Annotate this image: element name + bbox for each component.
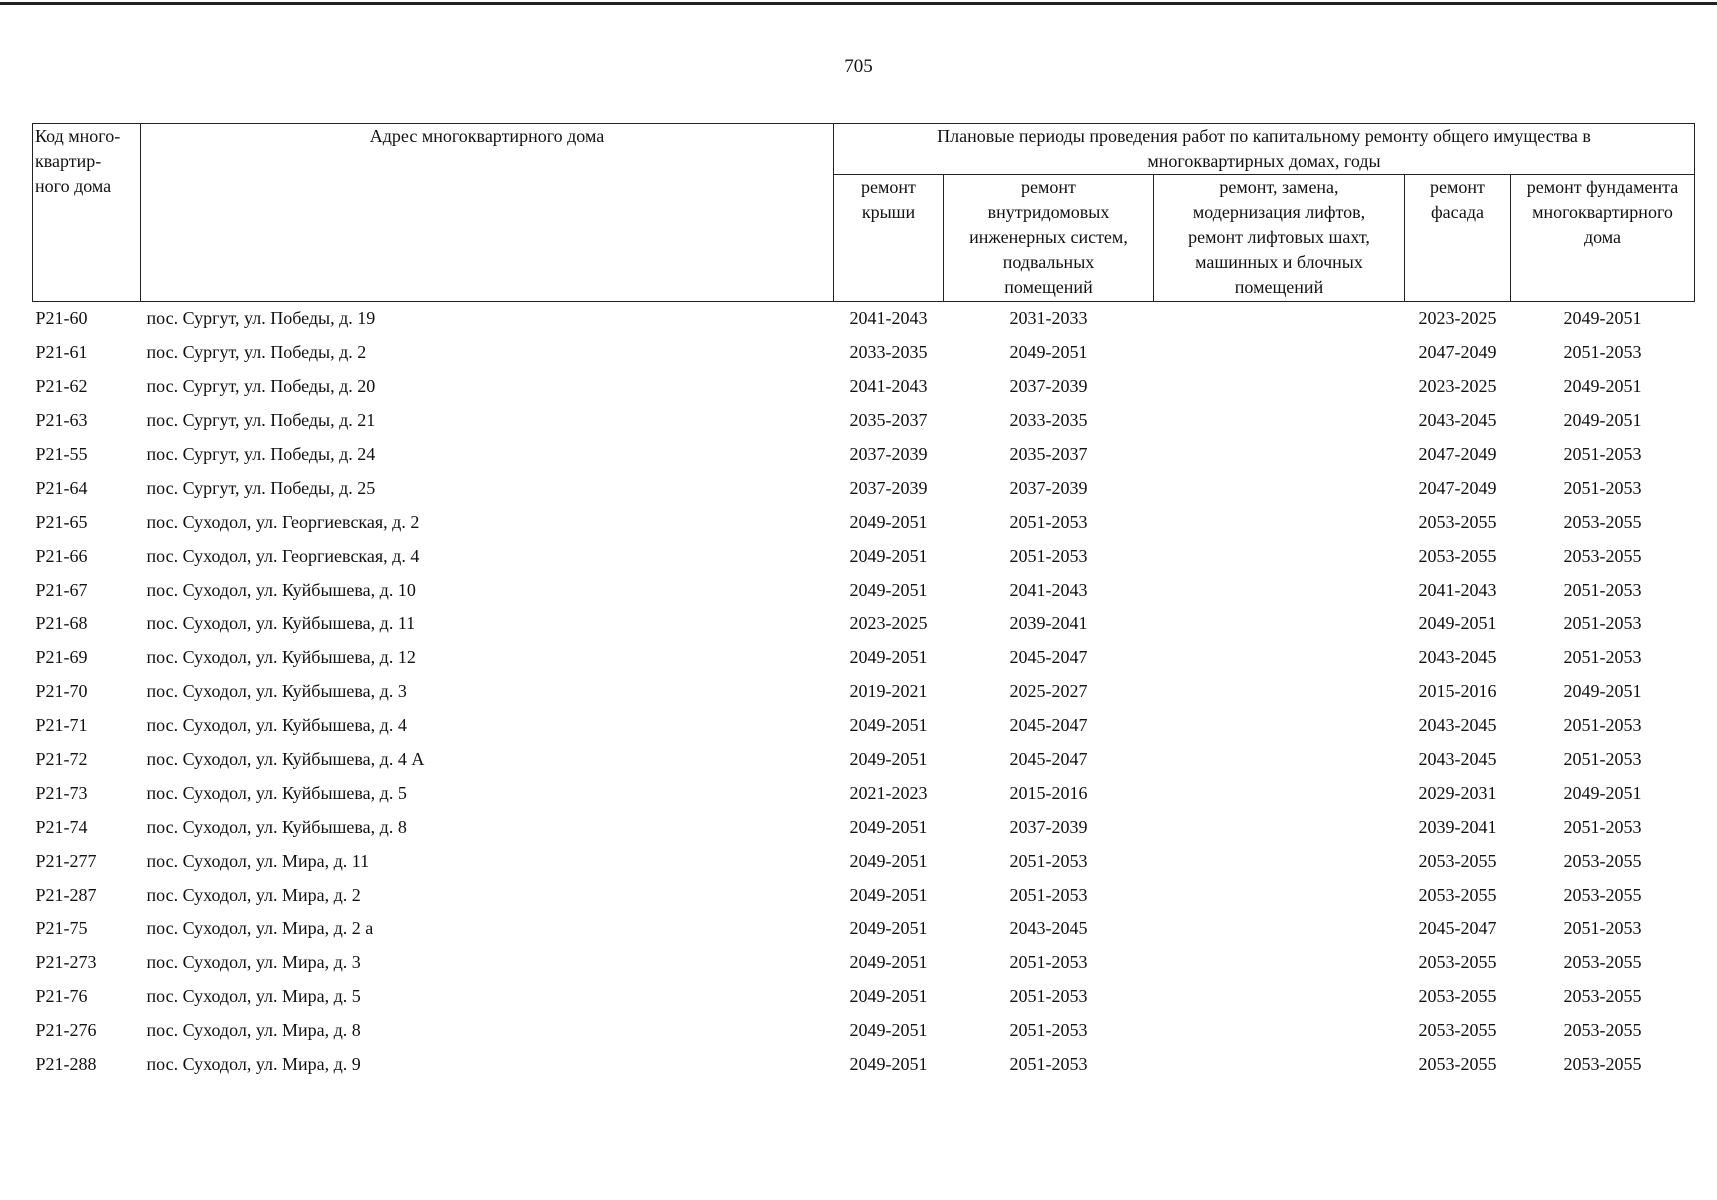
- cell-address: пос. Сургут, ул. Победы, д. 24: [146, 444, 376, 464]
- cell-engineering: 2015-2016: [1009, 782, 1088, 803]
- cell-code: Р21-60: [35, 308, 88, 329]
- cell-code: Р21-68: [35, 613, 88, 634]
- cell-engineering: 2037-2039: [1009, 376, 1088, 397]
- cell-facade: 2043-2045: [1418, 749, 1497, 770]
- cell-lifts: [1154, 336, 1405, 370]
- cell-facade: 2023-2025: [1418, 308, 1497, 329]
- cell-facade: 2053-2055: [1418, 986, 1497, 1007]
- cell-foundation: 2053-2055: [1563, 511, 1642, 532]
- header-engineering-line: ремонт: [1021, 177, 1076, 197]
- header-engineering-line: внутридомовых: [987, 202, 1110, 222]
- table-row: [33, 675, 1695, 709]
- table-row: [33, 844, 1695, 878]
- header-lifts-line: ремонт лифтовых шахт,: [1188, 227, 1370, 247]
- header-roof: [834, 175, 944, 302]
- cell-foundation: 2051-2053: [1563, 715, 1642, 736]
- header-lifts-line: модернизация лифтов,: [1192, 202, 1366, 222]
- table-row: [33, 641, 1695, 675]
- cell-lifts: [1154, 438, 1405, 472]
- table-row: [33, 607, 1695, 641]
- header-row-top: [33, 124, 1695, 175]
- cell-code: Р21-72: [35, 749, 88, 770]
- cell-lifts: [1154, 573, 1405, 607]
- cell-address: пос. Суходол, ул. Мира, д. 9: [146, 1054, 361, 1075]
- cell-roof: 2049-2051: [849, 1054, 928, 1075]
- table-row: [33, 438, 1695, 472]
- header-foundation: [1511, 175, 1695, 302]
- cell-code: Р21-273: [35, 952, 97, 973]
- cell-roof: 2035-2037: [849, 410, 928, 431]
- header-foundation-line: дома: [1583, 227, 1622, 247]
- table-row: [33, 980, 1695, 1014]
- cell-address: пос. Суходол, ул. Куйбышева, д. 4: [146, 715, 407, 736]
- table-header: [33, 124, 1695, 302]
- table-row: [33, 743, 1695, 777]
- cell-engineering: 2035-2037: [1009, 444, 1088, 464]
- cell-roof: 2037-2039: [849, 444, 928, 464]
- capital-repair-table: [32, 123, 1695, 1081]
- cell-facade: 2053-2055: [1418, 850, 1497, 871]
- header-facade: [1405, 175, 1511, 302]
- cell-engineering: 2051-2053: [1009, 884, 1088, 905]
- cell-lifts: [1154, 912, 1405, 946]
- cell-address: пос. Суходол, ул. Мира, д. 3: [146, 952, 361, 973]
- cell-engineering: 2041-2043: [1009, 579, 1088, 600]
- cell-foundation: 2053-2055: [1563, 952, 1642, 973]
- cell-lifts: [1154, 370, 1405, 404]
- cell-foundation: 2051-2053: [1563, 444, 1642, 464]
- cell-code: Р21-66: [35, 545, 88, 566]
- header-engineering-line: помещений: [1004, 277, 1093, 297]
- cell-facade: 2053-2055: [1418, 511, 1497, 532]
- table-row: [33, 302, 1695, 336]
- cell-engineering: 2051-2053: [1009, 545, 1088, 566]
- cell-engineering: 2051-2053: [1009, 850, 1088, 871]
- cell-address: пос. Суходол, ул. Куйбышева, д. 10: [146, 579, 416, 600]
- cell-roof: 2037-2039: [849, 477, 928, 498]
- cell-address: пос. Суходол, ул. Куйбышева, д. 12: [146, 647, 416, 668]
- cell-address: пос. Сургут, ул. Победы, д. 21: [146, 410, 376, 431]
- header-group-line: многоквартирных домах, годы: [1147, 151, 1381, 171]
- cell-foundation: 2051-2053: [1563, 749, 1642, 770]
- header-group-line: Плановые периоды проведения работ по капитальному ремонту общего имущества в: [937, 126, 1591, 146]
- cell-foundation: 2051-2053: [1563, 477, 1642, 498]
- cell-facade: 2053-2055: [1418, 884, 1497, 905]
- cell-foundation: 2053-2055: [1563, 1054, 1642, 1075]
- cell-roof: 2049-2051: [849, 850, 928, 871]
- header-roof-line: ремонт: [861, 177, 916, 197]
- cell-engineering: 2045-2047: [1009, 749, 1088, 770]
- cell-facade: 2023-2025: [1418, 376, 1497, 397]
- table-row: [33, 1048, 1695, 1082]
- cell-engineering: 2045-2047: [1009, 715, 1088, 736]
- cell-code: Р21-73: [35, 782, 88, 803]
- cell-code: Р21-74: [35, 816, 88, 837]
- cell-address: пос. Суходол, ул. Куйбышева, д. 8: [146, 816, 407, 837]
- cell-address: пос. Суходол, ул. Георгиевская, д. 2: [146, 511, 420, 532]
- cell-code: Р21-63: [35, 410, 88, 431]
- cell-roof: 2041-2043: [849, 376, 928, 397]
- header-foundation-line: многоквартирного: [1532, 202, 1673, 222]
- cell-roof: 2049-2051: [849, 1020, 928, 1041]
- header-code-line: ного дома: [35, 176, 112, 196]
- table-row: [33, 336, 1695, 370]
- cell-code: Р21-61: [35, 342, 88, 363]
- table-row: [33, 370, 1695, 404]
- header-code-line: Код много-: [35, 126, 121, 146]
- cell-address: пос. Суходол, ул. Куйбышева, д. 5: [146, 782, 407, 803]
- cell-lifts: [1154, 675, 1405, 709]
- table-row: [33, 912, 1695, 946]
- cell-code: Р21-71: [35, 715, 88, 736]
- cell-lifts: [1154, 404, 1405, 438]
- cell-engineering: 2039-2041: [1009, 613, 1088, 634]
- cell-lifts: [1154, 471, 1405, 505]
- cell-lifts: [1154, 1014, 1405, 1048]
- cell-facade: 2047-2049: [1418, 342, 1497, 363]
- cell-facade: 2047-2049: [1418, 477, 1497, 498]
- cell-roof: 2019-2021: [849, 681, 928, 702]
- header-code-line: квартир-: [35, 151, 102, 171]
- cell-facade: 2053-2055: [1418, 1020, 1497, 1041]
- table-row: [33, 709, 1695, 743]
- cell-facade: 2043-2045: [1418, 647, 1497, 668]
- cell-code: Р21-287: [35, 884, 97, 905]
- header-lifts-line: помещений: [1234, 277, 1324, 297]
- cell-address: пос. Суходол, ул. Мира, д. 2 а: [146, 918, 374, 939]
- header-planned-periods: [834, 124, 1695, 175]
- cell-roof: 2049-2051: [849, 884, 928, 905]
- cell-facade: 2053-2055: [1418, 952, 1497, 973]
- cell-facade: 2045-2047: [1418, 918, 1497, 939]
- cell-address: пос. Суходол, ул. Куйбышева, д. 3: [146, 681, 407, 702]
- table-row: [33, 539, 1695, 573]
- cell-facade: 2049-2051: [1418, 613, 1497, 634]
- cell-address: пос. Суходол, ул. Мира, д. 11: [146, 850, 370, 871]
- cell-address: пос. Сургут, ул. Победы, д. 25: [146, 477, 376, 498]
- table-row: [33, 810, 1695, 844]
- cell-lifts: [1154, 844, 1405, 878]
- page-number: 705: [844, 56, 873, 77]
- header-facade-line: фасада: [1431, 202, 1484, 222]
- cell-code: Р21-65: [35, 511, 88, 532]
- cell-engineering: 2051-2053: [1009, 952, 1088, 973]
- cell-lifts: [1154, 810, 1405, 844]
- cell-roof: 2033-2035: [849, 342, 928, 363]
- cell-lifts: [1154, 539, 1405, 573]
- cell-foundation: 2053-2055: [1563, 884, 1642, 905]
- header-facade-line: ремонт: [1430, 177, 1485, 197]
- cell-lifts: [1154, 607, 1405, 641]
- table-row: [33, 946, 1695, 980]
- table-row: [33, 776, 1695, 810]
- table-row: [33, 878, 1695, 912]
- cell-foundation: 2053-2055: [1563, 545, 1642, 566]
- cell-facade: 2053-2055: [1418, 1054, 1497, 1075]
- cell-lifts: [1154, 302, 1405, 336]
- cell-engineering: 2049-2051: [1009, 342, 1088, 363]
- cell-lifts: [1154, 641, 1405, 675]
- cell-foundation: 2049-2051: [1563, 681, 1642, 702]
- table-row: [33, 505, 1695, 539]
- header-roof-line: крыши: [861, 202, 916, 222]
- cell-roof: 2049-2051: [849, 749, 928, 770]
- table-row: [33, 471, 1695, 505]
- cell-facade: 2043-2045: [1418, 410, 1497, 431]
- cell-facade: 2039-2041: [1418, 816, 1497, 837]
- cell-code: Р21-69: [35, 647, 88, 668]
- cell-address: пос. Сургут, ул. Победы, д. 20: [146, 376, 376, 397]
- cell-foundation: 2051-2053: [1563, 342, 1642, 363]
- cell-lifts: [1154, 878, 1405, 912]
- cell-engineering: 2051-2053: [1009, 986, 1088, 1007]
- cell-foundation: 2049-2051: [1563, 308, 1642, 329]
- header-engineering-line: инженерных систем,: [969, 227, 1128, 247]
- cell-code: Р21-62: [35, 376, 88, 397]
- cell-lifts: [1154, 1048, 1405, 1082]
- cell-roof: 2041-2043: [849, 308, 928, 329]
- cell-lifts: [1154, 743, 1405, 777]
- cell-roof: 2049-2051: [849, 986, 928, 1007]
- cell-code: Р21-67: [35, 579, 88, 600]
- cell-facade: 2029-2031: [1418, 782, 1497, 803]
- cell-facade: 2047-2049: [1418, 444, 1497, 464]
- cell-address: пос. Суходол, ул. Куйбышева, д. 4 А: [146, 749, 425, 770]
- cell-address: пос. Суходол, ул. Георгиевская, д. 4: [146, 545, 420, 566]
- cell-lifts: [1154, 776, 1405, 810]
- cell-address: пос. Сургут, ул. Победы, д. 19: [146, 308, 376, 329]
- cell-roof: 2023-2025: [849, 613, 928, 634]
- cell-engineering: 2033-2035: [1009, 410, 1088, 431]
- cell-roof: 2049-2051: [849, 816, 928, 837]
- cell-address: пос. Суходол, ул. Мира, д. 8: [146, 1020, 361, 1041]
- cell-foundation: 2049-2051: [1563, 782, 1642, 803]
- cell-code: Р21-75: [35, 918, 88, 939]
- cell-facade: 2041-2043: [1418, 579, 1497, 600]
- table-row: [33, 1014, 1695, 1048]
- cell-roof: 2049-2051: [849, 579, 928, 600]
- cell-foundation: 2049-2051: [1563, 410, 1642, 431]
- cell-roof: 2049-2051: [849, 715, 928, 736]
- cell-facade: 2053-2055: [1418, 545, 1497, 566]
- header-lifts-line: ремонт, замена,: [1219, 177, 1339, 197]
- header-address: Адрес многоквартирного дома: [141, 124, 834, 302]
- cell-engineering: 2045-2047: [1009, 647, 1088, 668]
- cell-code: Р21-64: [35, 477, 88, 498]
- header-lifts-line: машинных и блочных: [1195, 252, 1363, 272]
- top-rule: [0, 2, 1717, 5]
- cell-lifts: [1154, 946, 1405, 980]
- cell-roof: 2049-2051: [849, 918, 928, 939]
- cell-engineering: 2037-2039: [1009, 477, 1088, 498]
- cell-code: Р21-76: [35, 986, 88, 1007]
- header-lifts: [1154, 175, 1405, 302]
- cell-foundation: 2053-2055: [1563, 850, 1642, 871]
- cell-roof: 2049-2051: [849, 647, 928, 668]
- cell-address: пос. Сургут, ул. Победы, д. 2: [146, 342, 367, 363]
- cell-code: Р21-277: [35, 850, 97, 871]
- cell-code: Р21-70: [35, 681, 88, 702]
- header-foundation-line: ремонт фундамента: [1526, 177, 1679, 197]
- cell-foundation: 2051-2053: [1563, 613, 1642, 634]
- cell-address: пос. Суходол, ул. Куйбышева, д. 11: [146, 613, 416, 634]
- cell-facade: 2043-2045: [1418, 715, 1497, 736]
- cell-lifts: [1154, 980, 1405, 1014]
- cell-address: пос. Суходол, ул. Мира, д. 2: [146, 884, 361, 905]
- cell-code: Р21-55: [35, 444, 88, 464]
- header-engineering: [944, 175, 1154, 302]
- table-body: [33, 302, 1695, 1082]
- cell-engineering: 2051-2053: [1009, 1054, 1088, 1075]
- cell-foundation: 2051-2053: [1563, 918, 1642, 939]
- cell-engineering: 2025-2027: [1009, 681, 1088, 702]
- cell-lifts: [1154, 709, 1405, 743]
- cell-lifts: [1154, 505, 1405, 539]
- header-engineering-line: подвальных: [1002, 252, 1095, 272]
- cell-foundation: 2053-2055: [1563, 986, 1642, 1007]
- cell-foundation: 2051-2053: [1563, 647, 1642, 668]
- cell-roof: 2049-2051: [849, 545, 928, 566]
- table-row: [33, 573, 1695, 607]
- cell-roof: 2049-2051: [849, 952, 928, 973]
- cell-foundation: 2053-2055: [1563, 1020, 1642, 1041]
- cell-facade: 2015-2016: [1418, 681, 1497, 702]
- cell-foundation: 2049-2051: [1563, 376, 1642, 397]
- cell-address: пос. Суходол, ул. Мира, д. 5: [146, 986, 361, 1007]
- cell-engineering: 2031-2033: [1009, 308, 1088, 329]
- cell-roof: 2021-2023: [849, 782, 928, 803]
- cell-engineering: 2051-2053: [1009, 1020, 1088, 1041]
- cell-engineering: 2043-2045: [1009, 918, 1088, 939]
- table-row: [33, 404, 1695, 438]
- cell-roof: 2049-2051: [849, 511, 928, 532]
- header-code: [33, 124, 141, 302]
- cell-foundation: 2051-2053: [1563, 816, 1642, 837]
- cell-code: Р21-288: [35, 1054, 97, 1075]
- cell-engineering: 2037-2039: [1009, 816, 1088, 837]
- cell-engineering: 2051-2053: [1009, 511, 1088, 532]
- cell-foundation: 2051-2053: [1563, 579, 1642, 600]
- cell-code: Р21-276: [35, 1020, 97, 1041]
